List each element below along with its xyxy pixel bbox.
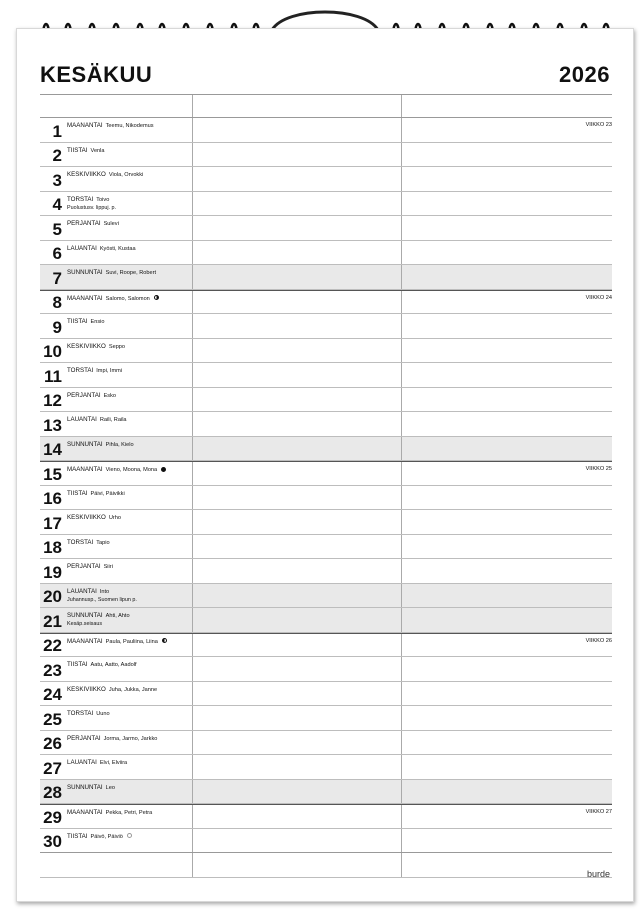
- weekday-name: TORSTAI: [67, 195, 94, 203]
- column-divider: [192, 339, 193, 363]
- weekday-name: KESKIVIIKKO: [67, 514, 106, 521]
- day-number: 1: [52, 121, 62, 141]
- day-info: [67, 563, 113, 571]
- weekday-name: TIISTAI: [67, 318, 88, 325]
- name-days: Seppo: [108, 343, 126, 350]
- day-info: [67, 539, 110, 547]
- name-days: Teemu, Nikodemus: [105, 123, 154, 129]
- day-number: 19: [43, 562, 62, 582]
- day-info: [67, 588, 137, 604]
- weekday-name: TIISTAI: [67, 661, 88, 668]
- column-divider: [192, 853, 193, 877]
- weekday-name: PERJANTAI: [67, 563, 101, 570]
- holiday-note: Juhannusp., Suomen lipun p.: [67, 596, 137, 603]
- day-row: [40, 559, 612, 584]
- column-divider: [192, 388, 193, 412]
- day-info: [67, 343, 125, 351]
- day-row: [40, 241, 612, 266]
- column-divider: [401, 559, 402, 583]
- weekday-name: TORSTAI: [67, 710, 94, 717]
- day-number: 18: [43, 538, 62, 557]
- name-days: Pihla, Kielo: [105, 441, 134, 448]
- name-days: Into: [99, 588, 110, 595]
- day-number: 23: [43, 660, 62, 680]
- column-divider: [401, 192, 402, 216]
- column-divider: [401, 291, 402, 314]
- day-info: [67, 147, 105, 155]
- day-row: [40, 437, 612, 462]
- weekday-name: LAUANTAI: [67, 416, 97, 423]
- day-info: [67, 759, 127, 767]
- name-days: Päivö, Päiviö: [90, 833, 123, 840]
- holiday-note: Puolustusv. lippuj. p.: [67, 204, 117, 211]
- column-divider: [192, 291, 193, 314]
- day-info: [67, 245, 136, 253]
- day-row: [40, 167, 612, 192]
- day-row: [40, 510, 612, 535]
- column-divider: [192, 265, 193, 289]
- day-number: 2: [52, 146, 62, 165]
- name-days: Venla: [90, 147, 105, 154]
- day-row: [40, 584, 612, 609]
- day-number: 30: [43, 832, 62, 851]
- weekday-name: MAANANTAI: [67, 809, 103, 816]
- day-row: [40, 265, 612, 290]
- column-divider: [401, 755, 402, 779]
- day-number: 21: [43, 611, 62, 631]
- name-days: Jorma, Jarmo, Jarkko: [103, 735, 158, 742]
- day-row: [40, 608, 612, 633]
- week-number: VIIKKO 25: [585, 466, 612, 472]
- day-row: [40, 657, 612, 682]
- moon-phase-icon: [161, 467, 166, 472]
- name-days: Ensio: [90, 319, 105, 325]
- day-row: [40, 412, 612, 437]
- weekday-name: PERJANTAI: [67, 734, 101, 742]
- day-number: 26: [43, 734, 62, 753]
- weekday-name: TIISTAI: [67, 832, 88, 840]
- name-days: Salomo, Salomon: [105, 295, 150, 302]
- day-row: [40, 216, 612, 241]
- weekday-name: KESKIVIIKKO: [67, 171, 106, 178]
- column-divider: [192, 143, 193, 167]
- day-info: [67, 735, 157, 743]
- day-info: [67, 833, 132, 841]
- grid-header-row: [40, 94, 612, 118]
- day-info: [67, 612, 130, 628]
- day-info: [67, 638, 167, 646]
- day-number: 22: [43, 636, 62, 655]
- week-number: VIIKKO 23: [585, 122, 612, 128]
- column-divider: [401, 634, 402, 657]
- name-days: Aatu, Aatto, Aadolf: [90, 662, 137, 668]
- day-info: [67, 466, 166, 474]
- name-days: Elvi, Elviira: [99, 760, 128, 766]
- day-row: [40, 804, 612, 829]
- day-number: 13: [43, 415, 62, 435]
- column-divider: [401, 216, 402, 240]
- day-info: [67, 661, 137, 669]
- column-divider: [192, 314, 193, 338]
- day-number: 10: [43, 342, 62, 361]
- weekday-name: MAANANTAI: [67, 294, 103, 302]
- column-divider: [192, 657, 193, 681]
- column-divider: [192, 510, 193, 534]
- name-days: Suvi, Roope, Robert: [105, 270, 157, 276]
- column-divider: [401, 805, 402, 828]
- week-number: VIIKKO 26: [585, 637, 612, 644]
- weekday-name: TORSTAI: [67, 367, 94, 374]
- day-number: 5: [52, 219, 62, 239]
- column-divider: [192, 462, 193, 485]
- column-divider: [401, 608, 402, 632]
- day-number: 6: [52, 244, 62, 263]
- column-divider: [192, 437, 193, 461]
- column-divider: [401, 486, 402, 510]
- name-days: Esko: [103, 392, 117, 399]
- name-days: Paula, Pauliina, Liina: [105, 638, 158, 645]
- day-number: 24: [43, 685, 62, 704]
- column-divider: [401, 339, 402, 363]
- column-divider: [401, 437, 402, 461]
- day-number: 29: [43, 807, 62, 827]
- column-divider: [401, 363, 402, 387]
- day-number: 28: [43, 783, 62, 802]
- name-days: Vieno, Moona, Mona: [105, 467, 158, 473]
- month-title: KESÄKUU: [40, 62, 153, 87]
- day-row: [40, 290, 612, 315]
- day-number: 15: [43, 464, 62, 484]
- column-divider: [192, 95, 193, 117]
- day-number: 14: [43, 440, 62, 459]
- holiday-note: Kesäp.seisaus: [67, 621, 103, 627]
- day-number: 27: [43, 758, 62, 778]
- day-number: 4: [52, 195, 62, 214]
- column-divider: [192, 192, 193, 216]
- column-divider: [192, 731, 193, 755]
- column-divider: [401, 95, 402, 117]
- day-row: [40, 731, 612, 756]
- column-divider: [401, 388, 402, 412]
- column-divider: [401, 314, 402, 338]
- column-divider: [401, 265, 402, 289]
- column-divider: [401, 780, 402, 804]
- column-divider: [401, 853, 402, 877]
- brand-logo: burde: [586, 869, 610, 879]
- column-divider: [192, 780, 193, 804]
- day-row: [40, 388, 612, 413]
- day-info: [67, 392, 116, 400]
- day-number: 12: [43, 391, 62, 410]
- column-divider: [401, 706, 402, 730]
- column-divider: [192, 535, 193, 559]
- column-divider: [192, 608, 193, 632]
- name-days: Uuno: [96, 711, 110, 717]
- weekday-name: KESKIVIIKKO: [67, 342, 106, 350]
- weekday-name: SUNNUNTAI: [67, 269, 103, 276]
- column-divider: [401, 118, 402, 142]
- day-row: [40, 829, 612, 854]
- moon-phase-icon: [127, 833, 132, 838]
- column-divider: [192, 559, 193, 583]
- column-divider: [192, 829, 193, 853]
- weekday-name: TIISTAI: [67, 489, 88, 497]
- day-info: [67, 318, 105, 326]
- column-divider: [192, 584, 193, 608]
- moon-phase-icon: [154, 295, 159, 300]
- weekday-name: LAUANTAI: [67, 587, 97, 595]
- day-row: [40, 780, 612, 805]
- column-divider: [192, 241, 193, 265]
- column-divider: [192, 412, 193, 436]
- column-divider: [401, 167, 402, 191]
- week-number: VIIKKO 24: [585, 294, 612, 301]
- name-days: Urho: [108, 515, 121, 521]
- day-number: 20: [43, 587, 62, 606]
- name-days: Raili, Raila: [99, 417, 127, 423]
- day-info: [67, 367, 122, 375]
- column-divider: [192, 216, 193, 240]
- day-number: 16: [43, 489, 62, 508]
- column-divider: [401, 731, 402, 755]
- name-days: Kyösti, Kustaa: [99, 245, 136, 252]
- column-divider: [401, 241, 402, 265]
- weekday-name: MAANANTAI: [67, 122, 103, 129]
- name-days: Impi, Immi: [96, 368, 123, 374]
- column-divider: [192, 118, 193, 142]
- column-divider: [192, 682, 193, 706]
- column-divider: [192, 755, 193, 779]
- column-divider: [401, 829, 402, 853]
- week-number: VIIKKO 27: [585, 809, 612, 815]
- day-info: [67, 784, 115, 792]
- column-divider: [401, 462, 402, 485]
- column-divider: [192, 805, 193, 828]
- weekday-name: MAANANTAI: [67, 637, 103, 645]
- day-info: [67, 269, 156, 277]
- day-row: [40, 363, 612, 388]
- weekday-name: PERJANTAI: [67, 220, 101, 227]
- weekday-name: SUNNUNTAI: [67, 612, 103, 619]
- column-divider: [192, 486, 193, 510]
- moon-phase-icon: [162, 638, 167, 643]
- day-row: [40, 314, 612, 339]
- day-row: [40, 535, 612, 560]
- column-divider: [192, 634, 193, 657]
- weekday-name: TIISTAI: [67, 146, 88, 154]
- day-row: [40, 192, 612, 217]
- column-divider: [401, 412, 402, 436]
- day-info: [67, 514, 121, 522]
- column-divider: [401, 510, 402, 534]
- weekday-name: SUNNUNTAI: [67, 440, 103, 448]
- day-row: [40, 461, 612, 486]
- day-number: 11: [44, 366, 62, 386]
- day-row: [40, 143, 612, 168]
- column-divider: [192, 167, 193, 191]
- day-row: [40, 339, 612, 364]
- day-row: [40, 682, 612, 707]
- day-info: [67, 295, 159, 303]
- day-row: [40, 118, 612, 143]
- name-days: Päivi, Päivikki: [90, 490, 125, 497]
- year-title: 2026: [559, 62, 610, 87]
- day-info: [67, 710, 110, 718]
- weekday-name: MAANANTAI: [67, 466, 103, 473]
- day-info: [67, 441, 134, 449]
- day-info: [67, 196, 116, 212]
- day-row: [40, 633, 612, 658]
- day-info: [67, 809, 152, 817]
- weekday-name: KESKIVIIKKO: [67, 685, 106, 693]
- name-days: Juha, Jukka, Janne: [108, 686, 158, 693]
- day-info: [67, 416, 127, 424]
- name-days: Siiri: [103, 564, 113, 570]
- day-info: [67, 220, 119, 228]
- day-info: [67, 122, 154, 130]
- weekday-name: PERJANTAI: [67, 391, 101, 399]
- column-divider: [401, 535, 402, 559]
- weekday-name: LAUANTAI: [67, 244, 97, 252]
- day-number: 17: [43, 513, 62, 533]
- day-number: 9: [52, 317, 62, 337]
- name-days: Leo: [105, 784, 115, 791]
- day-row: [40, 755, 612, 780]
- column-divider: [401, 682, 402, 706]
- day-info: [67, 490, 125, 498]
- column-divider: [401, 657, 402, 681]
- column-divider: [192, 363, 193, 387]
- empty-row: [40, 853, 612, 878]
- day-number: 7: [52, 268, 62, 288]
- day-info: [67, 171, 143, 179]
- name-days: Pekka, Petri, Petra: [105, 810, 153, 816]
- day-grid: [40, 94, 612, 878]
- column-divider: [401, 584, 402, 608]
- name-days: Sulevi: [103, 221, 119, 227]
- weekday-name: TORSTAI: [67, 538, 94, 546]
- day-number: 8: [52, 293, 62, 312]
- name-days: Tapio: [96, 539, 110, 546]
- day-row: [40, 486, 612, 511]
- column-divider: [192, 706, 193, 730]
- day-row: [40, 706, 612, 731]
- name-days: Ahti, Ahto: [105, 613, 130, 619]
- day-info: [67, 686, 157, 694]
- day-number: 25: [43, 709, 62, 729]
- name-days: Viola, Orvokki: [108, 172, 144, 178]
- column-divider: [401, 143, 402, 167]
- name-days: Toivo: [96, 196, 110, 203]
- weekday-name: SUNNUNTAI: [67, 783, 103, 791]
- day-number: 3: [52, 170, 62, 190]
- weekday-name: LAUANTAI: [67, 759, 97, 766]
